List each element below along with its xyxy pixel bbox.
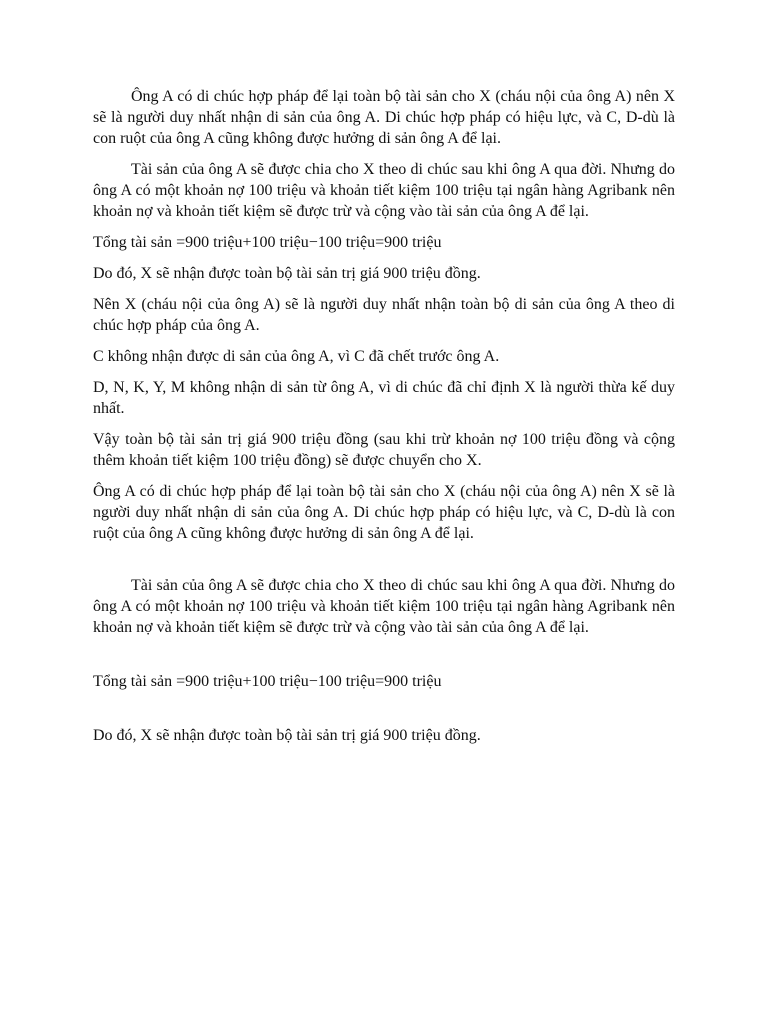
document-body bbox=[93, 86, 675, 756]
paragraph-will-summary: Ông A có di chúc hợp pháp để lại toàn bộ tài sản cho X (cháu nội của ông A) nên X sẽ là người duy nhất nhận di sản của ông A. Di chúc hợp pháp có hiệu lực, và C, D-dù là con ruột của ông A cũng không được hưởng di sản ông A để lại. bbox=[93, 88, 675, 147]
paragraph-asset-division-repeat: Tài sản của ông A sẽ được chia cho X theo di chúc sau khi ông A qua đời. Nhưng do ông A có một khoản nợ 100 triệu và khoản tiết kiệm 100 triệu tại ngân hàng Agribank nên khoản nợ và khoản tiết kiệm sẽ được trừ và cộng vào tài sản của ông A để lại. bbox=[93, 577, 675, 636]
paragraph-will-summary-repeat: Ông A có di chúc hợp pháp để lại toàn bộ tài sản cho X (cháu nội của ông A) nên X sẽ là người duy nhất nhận di sản của ông A. Di chúc hợp pháp có hiệu lực, và C, D-dù là con ruột của ông A cũng không được hưởng di sản ông A để lại. bbox=[93, 483, 675, 542]
paragraph-inheritance-result: Do đó, X sẽ nhận được toàn bộ tài sản trị giá 900 triệu đồng. bbox=[93, 265, 481, 282]
paragraph-inheritance-result-repeat: Do đó, X sẽ nhận được toàn bộ tài sản trị giá 900 triệu đồng. bbox=[93, 727, 481, 744]
paragraph-others-exclusion: D, N, K, Y, M không nhận di sản từ ông A, vì di chúc đã chỉ định X là người thừa kế duy nhất. bbox=[93, 379, 675, 417]
paragraph-total-assets-formula-repeat: Tổng tài sản =900 triệu+100 triệu−100 triệu=900 triệu bbox=[93, 673, 442, 690]
paragraph-asset-division: Tài sản của ông A sẽ được chia cho X theo di chúc sau khi ông A qua đời. Nhưng do ông A có một khoản nợ 100 triệu và khoản tiết kiệm 100 triệu tại ngân hàng Agribank nên khoản nợ và khoản tiết kiệm sẽ được trừ và cộng vào tài sản của ông A để lại. bbox=[93, 161, 675, 220]
paragraph-c-exclusion: C không nhận được di sản của ông A, vì C đã chết trước ông A. bbox=[93, 348, 500, 365]
paragraph-final-transfer: Vậy toàn bộ tài sản trị giá 900 triệu đồng (sau khi trừ khoản nợ 100 triệu đồng và cộng thêm khoản tiết kiệm 100 triệu đồng) sẽ được chuyển cho X. bbox=[93, 431, 675, 469]
paragraph-sole-heir: Nên X (cháu nội của ông A) sẽ là người duy nhất nhận toàn bộ di sản của ông A theo di chúc hợp pháp của ông A. bbox=[93, 296, 675, 334]
paragraph-total-assets-formula: Tổng tài sản =900 triệu+100 triệu−100 triệu=900 triệu bbox=[93, 234, 442, 251]
